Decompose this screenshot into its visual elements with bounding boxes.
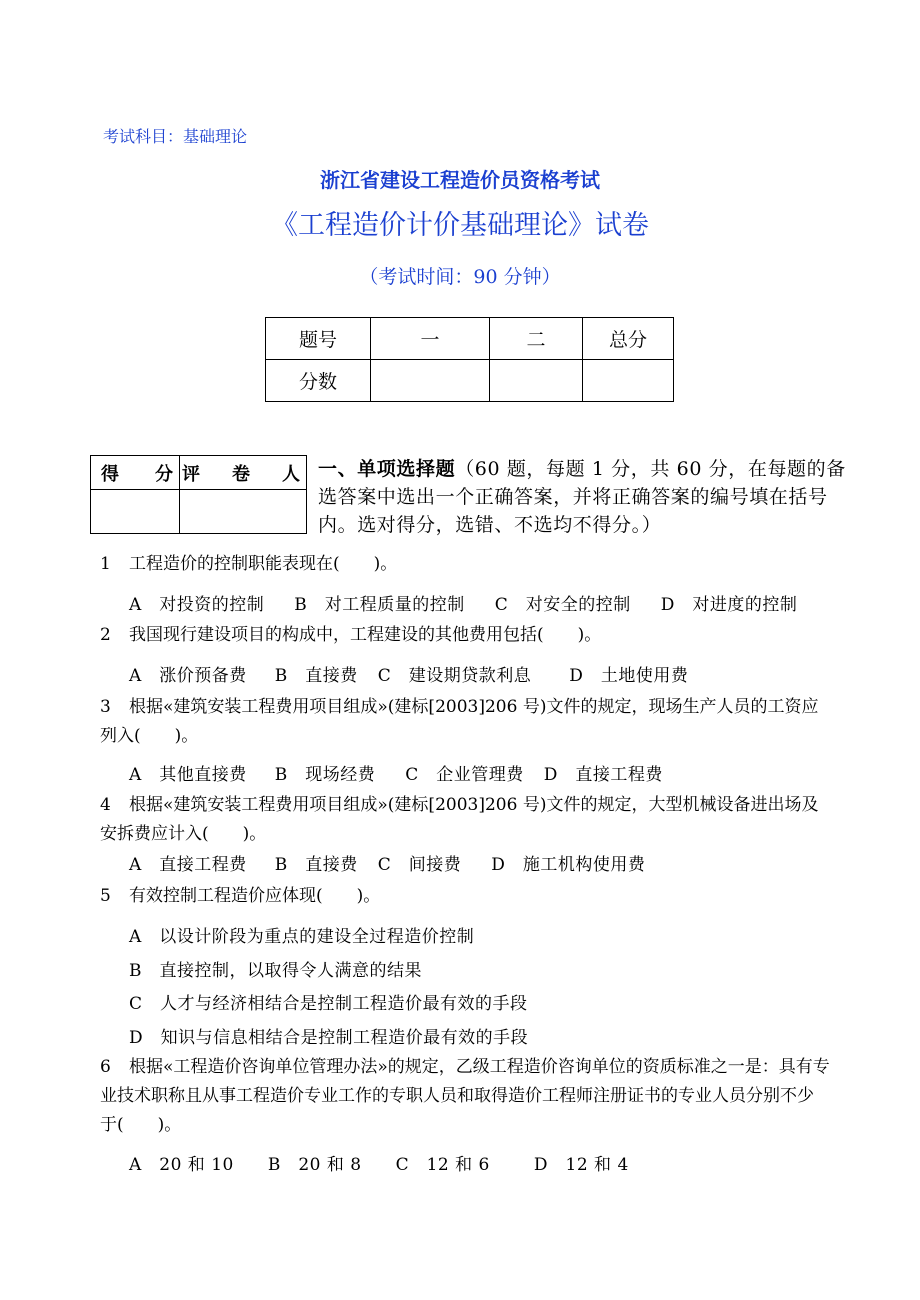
option-a[interactable]: A 涨价预备费 <box>129 666 247 686</box>
grader-label-cell <box>180 456 307 490</box>
section-title: 一、单项选择题 <box>318 458 456 480</box>
question-number: 6 <box>100 1057 111 1077</box>
option-d[interactable]: D 施工机构使用费 <box>491 855 646 875</box>
option-c[interactable]: C 建设期贷款利息 <box>377 666 532 686</box>
option-c[interactable]: C 间接费 <box>377 855 462 875</box>
option-a[interactable]: A 对投资的控制 <box>129 595 265 615</box>
score-label-char: 得 <box>101 463 119 485</box>
question-4 <box>100 791 830 849</box>
score-input-cell[interactable] <box>91 490 180 534</box>
option-c[interactable]: C 企业管理费 <box>405 765 524 785</box>
score-label-char: 分 <box>155 463 173 485</box>
score-table-score-row <box>266 360 674 402</box>
question-number: 2 <box>100 625 111 645</box>
option-a[interactable]: A 直接工程费 <box>129 855 247 875</box>
section-header <box>318 455 858 539</box>
question-text: 我国现行建设项目的构成中，工程建设的其他费用包括( )。 <box>129 625 602 645</box>
question-1 <box>100 550 397 579</box>
option-d[interactable]: D 对进度的控制 <box>660 595 798 615</box>
question-1-options <box>129 590 797 615</box>
question-text: 根据«建筑安装工程费用项目组成»(建标[2003]206 号)文件的规定，大型机械设备进出场及安拆费应计入( )。 <box>100 795 819 844</box>
score-cell[interactable] <box>583 360 674 402</box>
question-text: 根据«工程造价咨询单位管理办法»的规定，乙级工程造价咨询单位的资质标准之一是：具有专业技术职称且从事工程造价专业工作的专职人员和取得造价工程师注册证书的专业人员分别不少于( )。 <box>100 1057 830 1135</box>
question-number: 5 <box>100 886 111 906</box>
question-number: 1 <box>100 554 111 574</box>
grader-table <box>90 455 307 534</box>
section-instructions: （60 题，每题 1 分，共 60 分，在每题的备选答案中选出一个正确答案，并将正确答案的编号填在括号内。选对得分，选错、不选均不得分。） <box>318 458 846 536</box>
option-c[interactable]: C 对安全的控制 <box>494 595 631 615</box>
exam-duration: （考试时间：90 分钟） <box>359 266 561 288</box>
score-table-header: 总分 <box>583 318 674 360</box>
question-text: 有效控制工程造价应体现( )。 <box>129 886 381 906</box>
score-cell[interactable] <box>371 360 490 402</box>
question-2-options <box>129 661 688 686</box>
question-6-options <box>129 1150 629 1175</box>
option-d[interactable]: D 知识与信息相结合是控制工程造价最有效的手段 <box>129 1028 529 1048</box>
score-table-header-row <box>266 318 674 360</box>
option-d[interactable]: D 直接工程费 <box>543 765 663 785</box>
option-d[interactable]: D 12 和 4 <box>533 1155 629 1175</box>
score-label-cell <box>91 456 180 490</box>
question-5 <box>100 882 380 911</box>
exam-subject: 考试科目：基础理论 <box>103 127 248 146</box>
score-table <box>265 317 674 402</box>
grader-input-row <box>91 490 307 534</box>
option-b[interactable]: B 直接费 <box>274 855 358 875</box>
grader-label-char: 卷 <box>232 463 250 485</box>
question-2 <box>100 621 601 650</box>
option-c[interactable]: C 人才与经济相结合是控制工程造价最有效的手段 <box>129 994 528 1014</box>
exam-title: 浙江省建设工程造价员资格考试 <box>320 168 600 192</box>
option-b[interactable]: B 对工程质量的控制 <box>294 595 465 615</box>
option-a[interactable]: A 其他直接费 <box>129 765 247 785</box>
question-3 <box>100 693 830 751</box>
question-6 <box>100 1053 830 1140</box>
grader-header-row <box>91 456 307 490</box>
question-3-options <box>129 760 663 785</box>
question-number: 4 <box>100 795 111 815</box>
score-cell[interactable] <box>490 360 583 402</box>
option-a[interactable]: A 以设计阶段为重点的建设全过程造价控制 <box>129 927 475 947</box>
option-d[interactable]: D 土地使用费 <box>569 666 689 686</box>
grader-label-char: 评 <box>182 463 200 485</box>
score-table-header: 题号 <box>266 318 371 360</box>
grader-input-cell[interactable] <box>180 490 307 534</box>
grader-label-char: 人 <box>282 463 300 485</box>
question-text: 工程造价的控制职能表现在( )。 <box>129 554 398 574</box>
question-number: 3 <box>100 697 111 717</box>
score-table-header: 二 <box>490 318 583 360</box>
question-4-options <box>129 850 645 875</box>
paper-title: 《工程造价计价基础理论》试卷 <box>271 210 649 241</box>
question-text: 根据«建筑安装工程费用项目组成»(建标[2003]206 号)文件的规定，现场生产人员的工资应列入( )。 <box>100 697 819 746</box>
option-c[interactable]: C 12 和 6 <box>395 1155 490 1175</box>
option-b[interactable]: B 直接控制，以取得令人满意的结果 <box>129 961 422 981</box>
option-b[interactable]: B 直接费 <box>274 666 358 686</box>
score-row-label: 分数 <box>266 360 371 402</box>
option-a[interactable]: A 20 和 10 <box>129 1155 234 1175</box>
score-table-header: 一 <box>371 318 490 360</box>
option-b[interactable]: B 20 和 8 <box>267 1155 362 1175</box>
option-b[interactable]: B 现场经费 <box>274 765 376 785</box>
